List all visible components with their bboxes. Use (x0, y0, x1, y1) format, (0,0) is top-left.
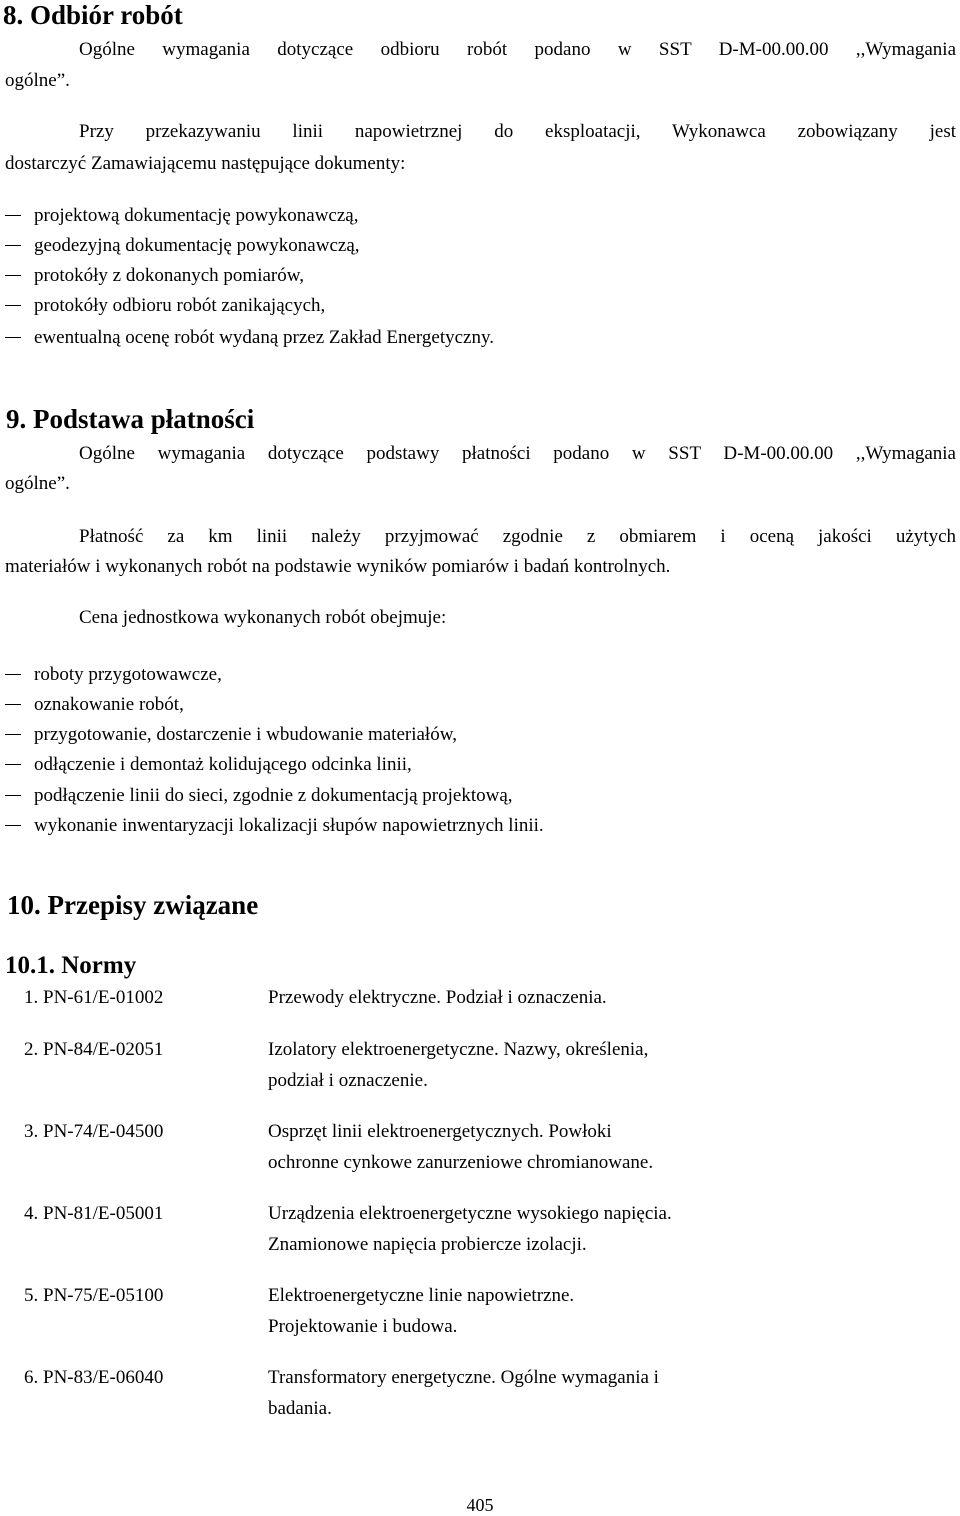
norm-description (268, 1280, 574, 1342)
norm-number (24, 1038, 163, 1062)
norm-description-line: Izolatory elektroenergetyczne. Nazwy, określenia, (268, 1039, 649, 1060)
norm-description (268, 1034, 648, 1096)
norm-description (268, 1198, 672, 1260)
norm-description (268, 1116, 653, 1178)
norm-description-line: Znamionowe napięcia probiercze izolacji. (268, 1234, 587, 1255)
section-8-paragraph-1-line-1: Ogólne wymagania dotyczące odbioru robót podano w SST D-M-00.00.00 ,,Wymagania (79, 39, 956, 60)
dash-bullet (5, 305, 21, 306)
norm-description-line: Transformatory energetyczne. Ogólne wymagania i (268, 1367, 659, 1388)
dash-bullet (5, 764, 21, 765)
norm-index: 1. (24, 987, 39, 1008)
norm-code: PN-84/E-02051 (43, 1039, 164, 1060)
norm-number (24, 1284, 163, 1308)
list-item-text: podłączenie linii do sieci, zgodnie z dokumentacją projektową, (34, 785, 513, 806)
list-item-text: roboty przygotowawcze, (34, 664, 222, 685)
section-9-paragraph-2-line-1: Płatność za km linii należy przyjmować zgodnie z obmiarem i oceną jakości użytych (79, 526, 956, 547)
dash-bullet (5, 704, 21, 705)
norm-description-line: Elektroenergetyczne linie napowietrzne. (268, 1285, 575, 1306)
norm-description-line: podział i oznaczenie. (268, 1070, 428, 1091)
section-8-paragraph-1-line-2: ogólne”. (5, 70, 70, 91)
norm-description-line: Urządzenia elektroenergetyczne wysokiego napięcia. (268, 1203, 672, 1224)
norm-description-line: Projektowanie i budowa. (268, 1316, 458, 1337)
list-item-text: geodezyjną dokumentację powykonawczą, (34, 235, 360, 256)
norm-code: PN-61/E-01002 (43, 987, 164, 1008)
section-8-paragraph-2-line-1: Przy przekazywaniu linii napowietrznej do eksploatacji, Wykonawca zobowiązany jest (79, 121, 956, 142)
section-10-heading: 10. Przepisy związane (7, 890, 259, 920)
dash-bullet (5, 275, 21, 276)
norm-description-line: Przewody elektryczne. Podział i oznaczenia. (268, 987, 607, 1008)
norm-code: PN-83/E-06040 (43, 1367, 164, 1388)
section-9-paragraph-2-line-2: materiałów i wykonanych robót na podstawie wyników pomiarów i badań kontrolnych. (5, 556, 671, 577)
list-item-text: przygotowanie, dostarczenie i wbudowanie materiałów, (34, 724, 457, 745)
norm-number (24, 1366, 163, 1390)
norm-index: 4. (24, 1203, 39, 1224)
page-number: 405 (466, 1495, 494, 1515)
norm-number (24, 986, 163, 1010)
dash-bullet (5, 734, 21, 735)
list-item-text: protokóły odbioru robót zanikających, (34, 295, 326, 316)
dash-bullet (5, 245, 21, 246)
list-item-text: ewentualną ocenę robót wydaną przez Zakład Energetyczny. (34, 327, 494, 348)
norm-code: PN-75/E-05100 (43, 1285, 164, 1306)
dash-bullet (5, 215, 21, 216)
norm-index: 5. (24, 1285, 39, 1306)
section-9-paragraph-3: Cena jednostkowa wykonanych robót obejmuje: (79, 607, 447, 628)
dash-bullet (5, 825, 21, 826)
list-item-text: wykonanie inwentaryzacji lokalizacji słupów napowietrznych linii. (34, 815, 544, 836)
section-8-heading: 8. Odbiór robót (3, 0, 183, 30)
norm-code: PN-74/E-04500 (43, 1121, 164, 1142)
dash-bullet (5, 795, 21, 796)
dash-bullet (5, 337, 21, 338)
norm-description-line: Osprzęt linii elektroenergetycznych. Powłoki (268, 1121, 612, 1142)
section-9-paragraph-1-line-1: Ogólne wymagania dotyczące podstawy płatności podano w SST D-M-00.00.00 ,,Wymagania (79, 443, 956, 464)
list-item-text: projektową dokumentację powykonawczą, (34, 205, 359, 226)
section-8-paragraph-2-line-2: dostarczyć Zamawiającemu następujące dokumenty: (5, 153, 406, 174)
norm-description-line: badania. (268, 1398, 332, 1419)
norm-description (268, 982, 607, 1013)
dash-bullet (5, 674, 21, 675)
section-9-paragraph-1-line-2: ogólne”. (5, 473, 70, 494)
list-item-text: protokóły z dokonanych pomiarów, (34, 265, 304, 286)
norm-index: 6. (24, 1367, 39, 1388)
norm-index: 2. (24, 1039, 39, 1060)
norm-number (24, 1202, 163, 1226)
norm-description-line: ochronne cynkowe zanurzeniowe chromianowane. (268, 1152, 654, 1173)
list-item-text: odłączenie i demontaż kolidującego odcinka linii, (34, 754, 412, 775)
section-9-heading: 9. Podstawa płatności (6, 404, 255, 434)
list-item-text: oznakowanie robót, (34, 694, 184, 715)
norm-number (24, 1120, 163, 1144)
norm-description (268, 1362, 659, 1424)
norm-index: 3. (24, 1121, 39, 1142)
norm-code: PN-81/E-05001 (43, 1203, 164, 1224)
section-10-1-heading: 10.1. Normy (5, 952, 137, 979)
